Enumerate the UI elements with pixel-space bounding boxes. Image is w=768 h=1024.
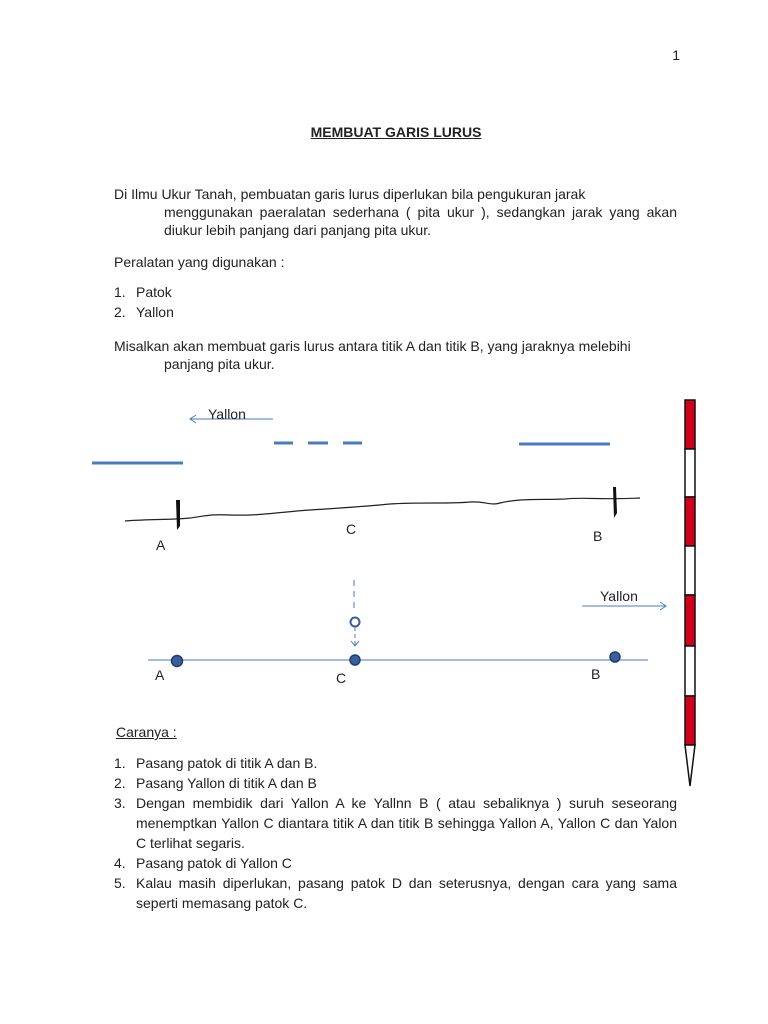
list-item xyxy=(114,853,677,873)
list-item xyxy=(114,873,677,913)
point-c-icon xyxy=(350,655,360,665)
point-a-icon xyxy=(172,656,183,667)
yallon-c-marker-icon xyxy=(351,618,360,627)
example-rest: panjang pita ukur. xyxy=(164,356,275,372)
intro-first-line: Di Ilmu Ukur Tanah, pembuatan garis lurus diperlukan bila pengukuran jarak xyxy=(114,186,586,202)
example-first-line: Misalkan akan membuat garis lurus antara titik A dan titik B, yang jaraknya melebihi xyxy=(114,338,631,354)
intro-rest: menggunakan paeralatan sederhana ( pita ukur ), sedangkan jarak yang akan diukur lebih panjang dari panjang pita ukur. xyxy=(164,204,677,238)
list-text: Pasang Yallon di titik A dan B xyxy=(136,775,317,791)
steps-list xyxy=(114,753,677,913)
list-text: Pasang patok di titik A dan B. xyxy=(136,755,318,771)
label-b-bottom: B xyxy=(591,666,601,682)
list-number: 2. xyxy=(114,775,126,791)
list-text: Yallon xyxy=(136,304,174,320)
list-number: 1. xyxy=(114,755,126,771)
label-c-top: C xyxy=(346,521,357,537)
yallon-label-bottom: Yallon xyxy=(600,588,638,604)
equipment-heading: Peralatan yang digunakan : xyxy=(114,254,285,270)
list-number: 3. xyxy=(114,795,126,811)
list-item xyxy=(114,753,677,773)
label-a-bottom: A xyxy=(155,667,165,683)
label-c-bottom: C xyxy=(336,670,347,686)
list-number: 2. xyxy=(114,304,126,320)
point-b-icon xyxy=(610,652,620,662)
list-number: 5. xyxy=(114,875,126,891)
list-number: 1. xyxy=(114,284,126,300)
ground-profile xyxy=(125,498,640,521)
list-text: Pasang patok di Yallon C xyxy=(136,855,292,871)
list-text: Dengan membidik dari Yallon A ke Yallnn B ( atau sebaliknya ) suruh seseorang menemptkan Yallon C diantara titik A dan titik B sehingga Yallon A, Yallon C dan Yalon C terlihat segaris. xyxy=(136,795,677,851)
page-number: 1 xyxy=(672,47,680,63)
yallon-label-top: Yallon xyxy=(208,406,246,422)
steps-heading: Caranya : xyxy=(116,724,177,740)
stake-b-icon xyxy=(613,487,617,518)
list-item xyxy=(114,793,677,853)
label-b-top: B xyxy=(593,528,603,544)
label-a-top: A xyxy=(156,537,166,553)
stake-a-icon xyxy=(176,500,180,530)
list-text: Patok xyxy=(136,284,172,300)
page-title: MEMBUAT GARIS LURUS xyxy=(310,124,482,140)
list-item xyxy=(114,773,677,793)
list-text: Kalau masih diperlukan, pasang patok D dan seterusnya, dengan cara yang sama seperti memasang patok C. xyxy=(136,875,677,911)
yallon-pole-icon xyxy=(685,400,695,786)
list-number: 4. xyxy=(114,855,126,871)
